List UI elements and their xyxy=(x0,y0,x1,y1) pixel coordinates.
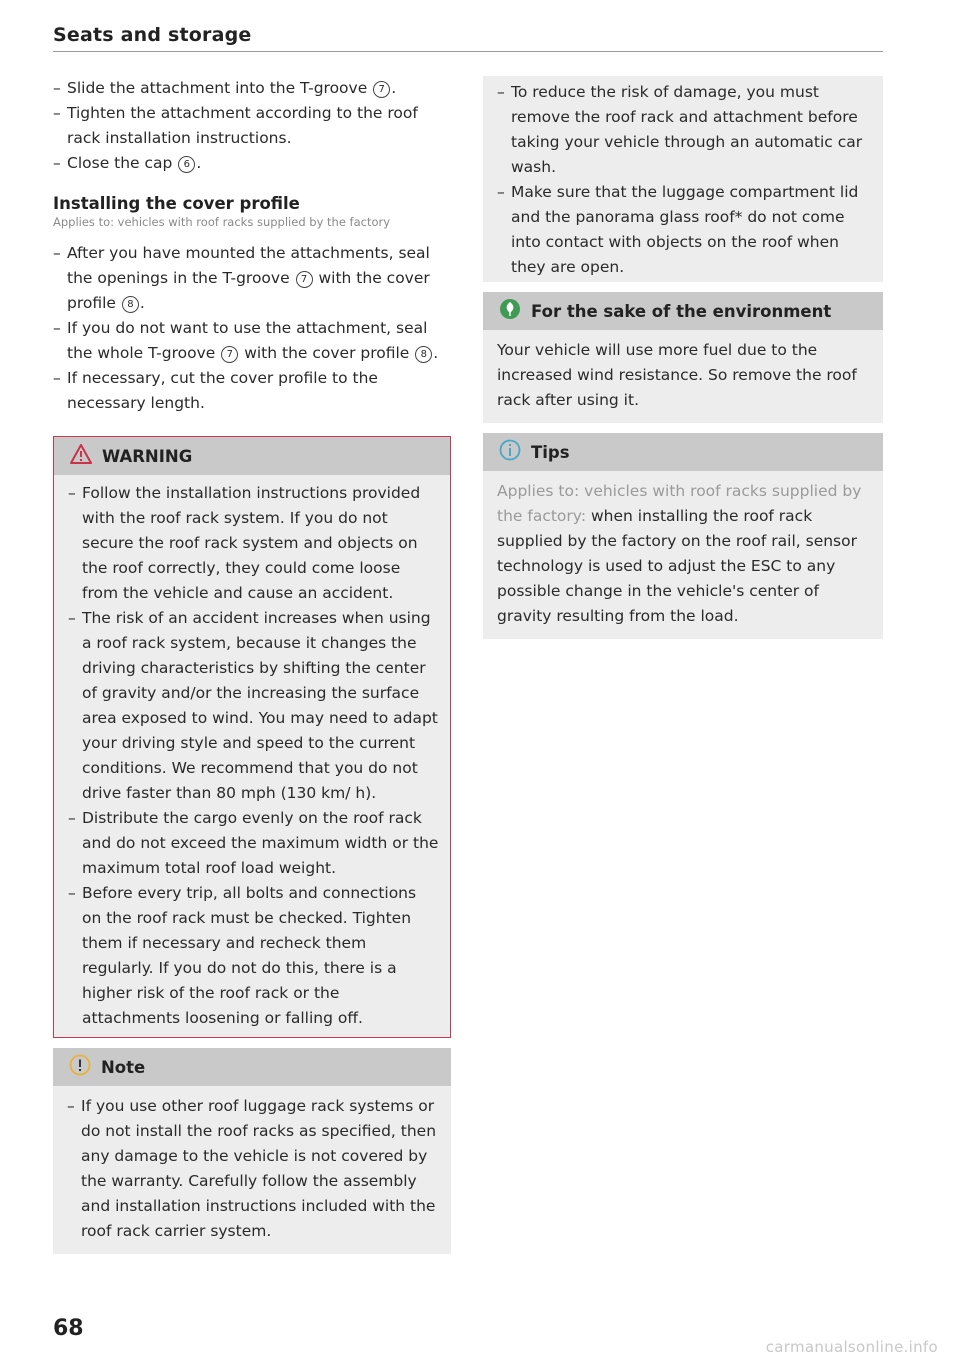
page-header xyxy=(53,24,883,52)
list-item: – If you use other roof luggage rack systems or do not install the roof racks as specified, then any damage to the vehicle is not covered by the warranty. Carefully follow the assembly and installation instructions included with the roof rack carrier system. xyxy=(67,1094,437,1244)
environment-text: Your vehicle will use more fuel due to the increased wind resistance. So remove the roof rack after using it. xyxy=(497,341,857,409)
section-heading: Installing the cover profile xyxy=(53,194,300,213)
callout-number: 8 xyxy=(415,346,432,363)
warning-header xyxy=(54,437,450,475)
list-item: – Tighten the attachment according to the roof rack installation instructions. xyxy=(53,101,451,151)
applies-to-note: Applies to: vehicles with roof racks supplied by the factory xyxy=(53,215,391,229)
steps-top-list xyxy=(53,76,451,176)
tips-body xyxy=(483,471,883,639)
list-item: – The risk of an accident increases when using a roof rack system, because it changes the driving characteristics by shifting the center of gravity and/or the increasing the surface area exposed to wind. You may need to adapt your driving style and speed to the current conditions. We recommend that you do not drive faster than 80 mph (130 km/ h). xyxy=(68,606,440,806)
list-item: – To reduce the risk of damage, you must remove the roof rack and attachment before taking your vehicle through an automatic car wash. xyxy=(497,80,869,180)
environment-body xyxy=(483,330,883,423)
note-body xyxy=(53,1086,451,1254)
warning-body xyxy=(54,475,450,1037)
note-title: Note xyxy=(101,1057,146,1077)
info-circle-icon xyxy=(499,439,521,465)
list-item: – Before every trip, all bolts and connections on the roof rack must be checked. Tighten them if necessary and recheck them regularly. If you do not do this, there is a higher risk of the roof rack or the attachments loosening or falling off. xyxy=(68,881,440,1031)
watermark-text: carmanualsonline.info xyxy=(765,1338,938,1356)
note-continued-box xyxy=(483,76,883,282)
note-list xyxy=(67,1094,437,1244)
tips-text: Applies to: vehicles with roof racks supplied by the factory: when installing the roof rack supplied by the factory on the roof rail, sensor technology is used to adjust the ESC to any possible change in the vehicle's center of gravity resulting from the load. xyxy=(497,482,862,625)
warning-title: WARNING xyxy=(102,446,193,466)
left-column xyxy=(53,76,451,1254)
note-box xyxy=(53,1048,451,1254)
callout-number: 7 xyxy=(373,81,390,98)
tips-header xyxy=(483,433,883,471)
list-item: – If necessary, cut the cover profile to the necessary length. xyxy=(53,366,451,416)
warning-list xyxy=(68,481,440,1031)
list-item: – Slide the attachment into the T-groove 7 . xyxy=(53,76,451,101)
tips-title: Tips xyxy=(531,442,570,462)
list-item: – Follow the installation instructions provided with the roof rack system. If you do not secure the roof rack system and objects on the roof correctly, they could come loose from the vehicle and cause an accident. xyxy=(68,481,440,606)
warning-box xyxy=(53,436,451,1038)
list-item: – If you do not want to use the attachment, seal the whole T-groove 7 with the cover profile 8 . xyxy=(53,316,451,366)
environment-header xyxy=(483,292,883,330)
note-continued-list xyxy=(497,80,869,280)
exclamation-circle-icon xyxy=(69,1054,91,1080)
warning-triangle-icon xyxy=(70,444,92,468)
callout-number: 6 xyxy=(178,156,195,173)
list-item: – After you have mounted the attachments, seal the openings in the T-groove 7 with the cover profile 8 . xyxy=(53,241,451,316)
leaf-circle-icon xyxy=(499,298,521,324)
callout-number: 7 xyxy=(296,271,313,288)
callout-number: 7 xyxy=(221,346,238,363)
list-item: – Make sure that the luggage compartment lid and the panorama glass roof* do not come into contact with objects on the roof when they are open. xyxy=(497,180,869,280)
page-number: 68 xyxy=(53,1316,84,1341)
list-item: – Distribute the cargo evenly on the roof rack and do not exceed the maximum width or the maximum total roof load weight. xyxy=(68,806,440,881)
right-column xyxy=(483,76,883,639)
list-item: – Close the cap 6 . xyxy=(53,151,451,176)
callout-number: 8 xyxy=(122,296,139,313)
note-header xyxy=(53,1048,451,1086)
environment-title: For the sake of the environment xyxy=(531,301,832,321)
environment-box xyxy=(483,292,883,423)
tips-box xyxy=(483,433,883,639)
cover-steps-list xyxy=(53,241,451,416)
applies-to-note: Applies to: vehicles with roof racks supplied by the factory: xyxy=(497,482,862,525)
page-title: Seats and storage xyxy=(53,24,252,46)
